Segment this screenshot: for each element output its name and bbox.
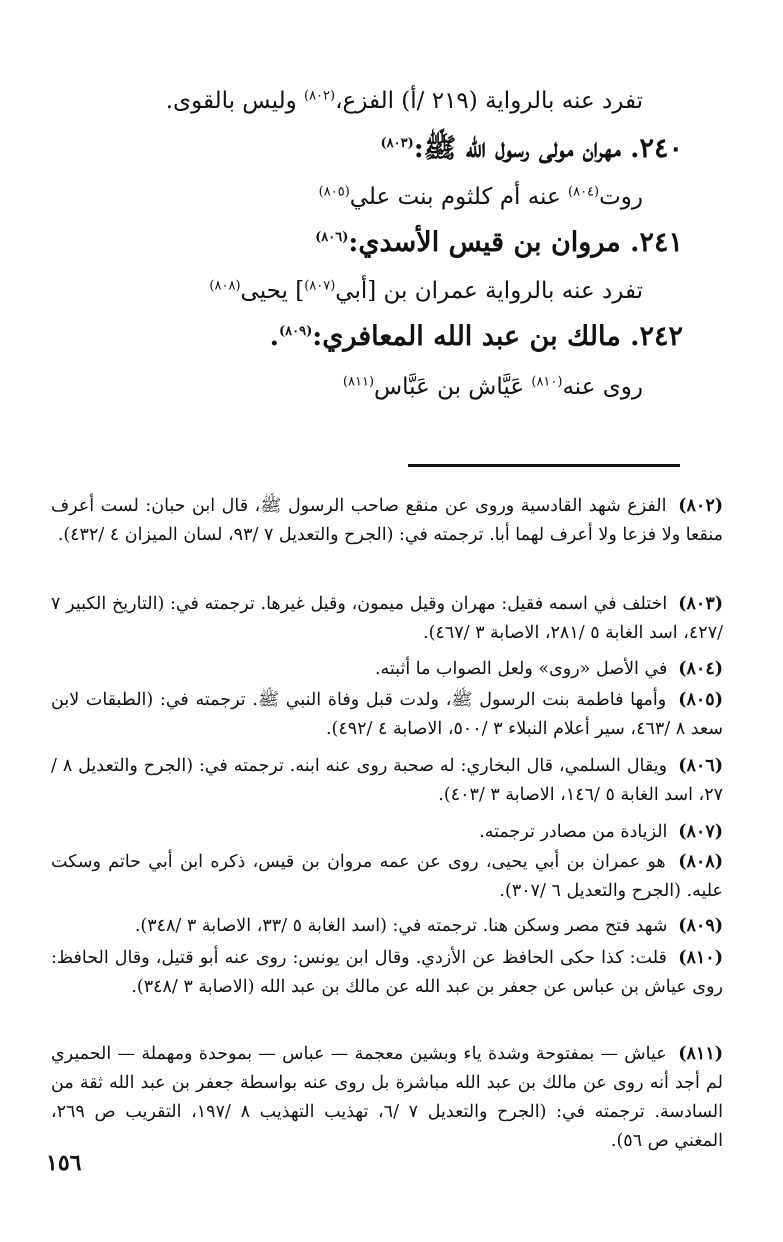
footnote-ref-803[interactable]: (٨٠٣) — [380, 136, 414, 151]
footnote-806 — [51, 752, 723, 810]
footnote-number: (٨٠٨) — [678, 852, 723, 872]
footnote-number: (٨٠٩) — [678, 916, 723, 936]
footnote-805 — [51, 686, 723, 744]
footnote-text: وأمها فاطمة بنت الرسول ﷺ، ولدت قبل وفاة النبي ﷺ. ترجمته في: (الطبقات لابن سعد ٨ /٤٦٣، سير أعلام النبلاء ٣ /٥٠٠، الاصابة ٤ /٤٩٢). — [51, 690, 723, 739]
text-line-1 — [166, 86, 643, 116]
text-line-242 — [343, 372, 643, 402]
footnote-text: الزيادة من مصادر ترجمته. — [479, 822, 668, 842]
entry-242-heading — [270, 322, 683, 352]
footnote-ref-804[interactable]: (٨٠٤) — [568, 184, 600, 200]
footnote-802 — [51, 492, 723, 550]
footnote-number: (٨٠٧) — [678, 822, 723, 842]
footnote-808 — [51, 848, 723, 906]
entry-240-heading — [380, 134, 683, 164]
line1-tail: وليس بالقوى. — [165, 88, 304, 114]
footnote-ref-805[interactable]: (٨٠٥) — [318, 184, 350, 200]
line240-a: روت — [599, 184, 643, 210]
footnote-ref-806[interactable]: (٨٠٦) — [315, 230, 349, 245]
footnote-text: اختلف في اسمه فقيل: مهران وقيل ميمون، وقيل غيرها. ترجمته في: (التاريخ الكبير ٧ /٤٢٧، اسد الغابة ٥ /٢٨١، الاصابة ٣ /٤٦٧). — [51, 594, 723, 643]
footnote-number: (٨١١) — [678, 1044, 723, 1064]
footnote-number: (٨٠٣) — [678, 594, 723, 614]
line242-a: روى عنه — [562, 374, 643, 400]
text-line-240 — [319, 182, 643, 212]
footnote-809 — [51, 912, 723, 941]
footnote-810 — [51, 944, 723, 1002]
page-number: ١٥٦ — [46, 1150, 82, 1176]
footnote-ref-802[interactable]: (٨٠٢) — [304, 88, 336, 104]
line242-b: عَيَّاش بن عَبَّاس — [374, 374, 532, 400]
entry-240-title: ٢٤٠. مهران مولى رسول الله ﷺ: — [413, 133, 683, 164]
entry-241-heading — [315, 228, 683, 258]
footnote-number: (٨٠٢) — [678, 496, 723, 516]
footnote-number: (٨٠٦) — [678, 756, 723, 776]
footnote-text: عياش — بمفتوحة وشدة ياء وبشين معجمة — عباس — بموحدة ومهملة — الحميري لم أجد أنه روى عن مالك بن عبد الله مباشرة بل روى عنه بواسطة جعفر بن عبد الله ثقة من السادسة. ترجمته في: (الجرح والتعديل ٧ /٦، تهذيب التهذيب ٨ /١٩٧، التقريب ص ٢٦٩، المغني ص ٥٦). — [51, 1044, 723, 1151]
footnote-text: في الأصل «روى» ولعل الصواب ما أثبته. — [374, 659, 668, 679]
footnote-ref-811[interactable]: (٨١١) — [342, 374, 375, 390]
footnote-text: الفزع شهد القادسية وروى عن منقع صاحب الرسول ﷺ، قال ابن حبان: لست أعرف منقعا ولا فزعا ولا أعرف لهما أبا. ترجمته في: (الجرح والتعديل ٧ /٩٣، لسان الميزان ٤ /٤٣٢). — [51, 496, 723, 545]
footnote-text: هو عمران بن أبي يحيى، روى عن عمه مروان بن قيس، ذكره ابن أبي حاتم وسكت عليه. (الجرح والتعديل ٦ /٣٠٧). — [51, 852, 723, 901]
footnote-number: (٨١٠) — [678, 948, 723, 968]
footnote-804 — [51, 655, 723, 684]
line1-text: تفرد عنه بالرواية (٢١٩ /أ) الفزع، — [335, 88, 643, 114]
entry-242-tail: . — [269, 321, 279, 352]
text-line-241 — [209, 276, 643, 306]
footnote-number: (٨٠٤) — [678, 659, 723, 679]
entry-242-title: ٢٤٢. مالك بن عبد الله المعافري: — [312, 321, 683, 352]
footnote-number: (٨٠٥) — [678, 690, 723, 710]
footnote-text: ويقال السلمي، قال البخاري: له صحبة روى عنه ابنه. ترجمته في: (الجرح والتعديل ٨ /٢٧، اسد الغابة ٥ /١٤٦، الاصابة ٣ /٤٠٣). — [51, 756, 723, 805]
footnote-separator — [408, 464, 680, 467]
footnote-ref-809[interactable]: (٨٠٩) — [279, 324, 313, 339]
footnote-811 — [51, 1040, 723, 1156]
footnote-807 — [51, 818, 723, 847]
line241-b: ] يحيى — [240, 278, 305, 304]
footnote-text: شهد فتح مصر وسكن هنا. ترجمته في: (اسد الغابة ٥ /٣٣، الاصابة ٣ /٣٤٨). — [134, 916, 668, 936]
footnote-ref-810[interactable]: (٨١٠) — [531, 374, 563, 390]
footnote-ref-808[interactable]: (٨٠٨) — [209, 278, 241, 294]
footnote-ref-807[interactable]: (٨٠٧) — [304, 278, 336, 294]
line241-a: تفرد عنه بالرواية عمران بن [أبي — [335, 278, 643, 304]
footnote-803 — [51, 590, 723, 648]
entry-241-title: ٢٤١. مروان بن قيس الأسدي: — [348, 227, 683, 258]
footnote-text: قلت: كذا حكى الحافظ عن الأزدي. وقال ابن يونس: روى عنه أبو قتيل، وقال الحافظ: روى عياش بن عباس عن جعفر بن عبد الله عن مالك بن عبد الله (الاصابة ٣ /٣٤٨). — [51, 948, 723, 997]
line240-b: عنه أم كلثوم بنت علي — [349, 184, 569, 210]
